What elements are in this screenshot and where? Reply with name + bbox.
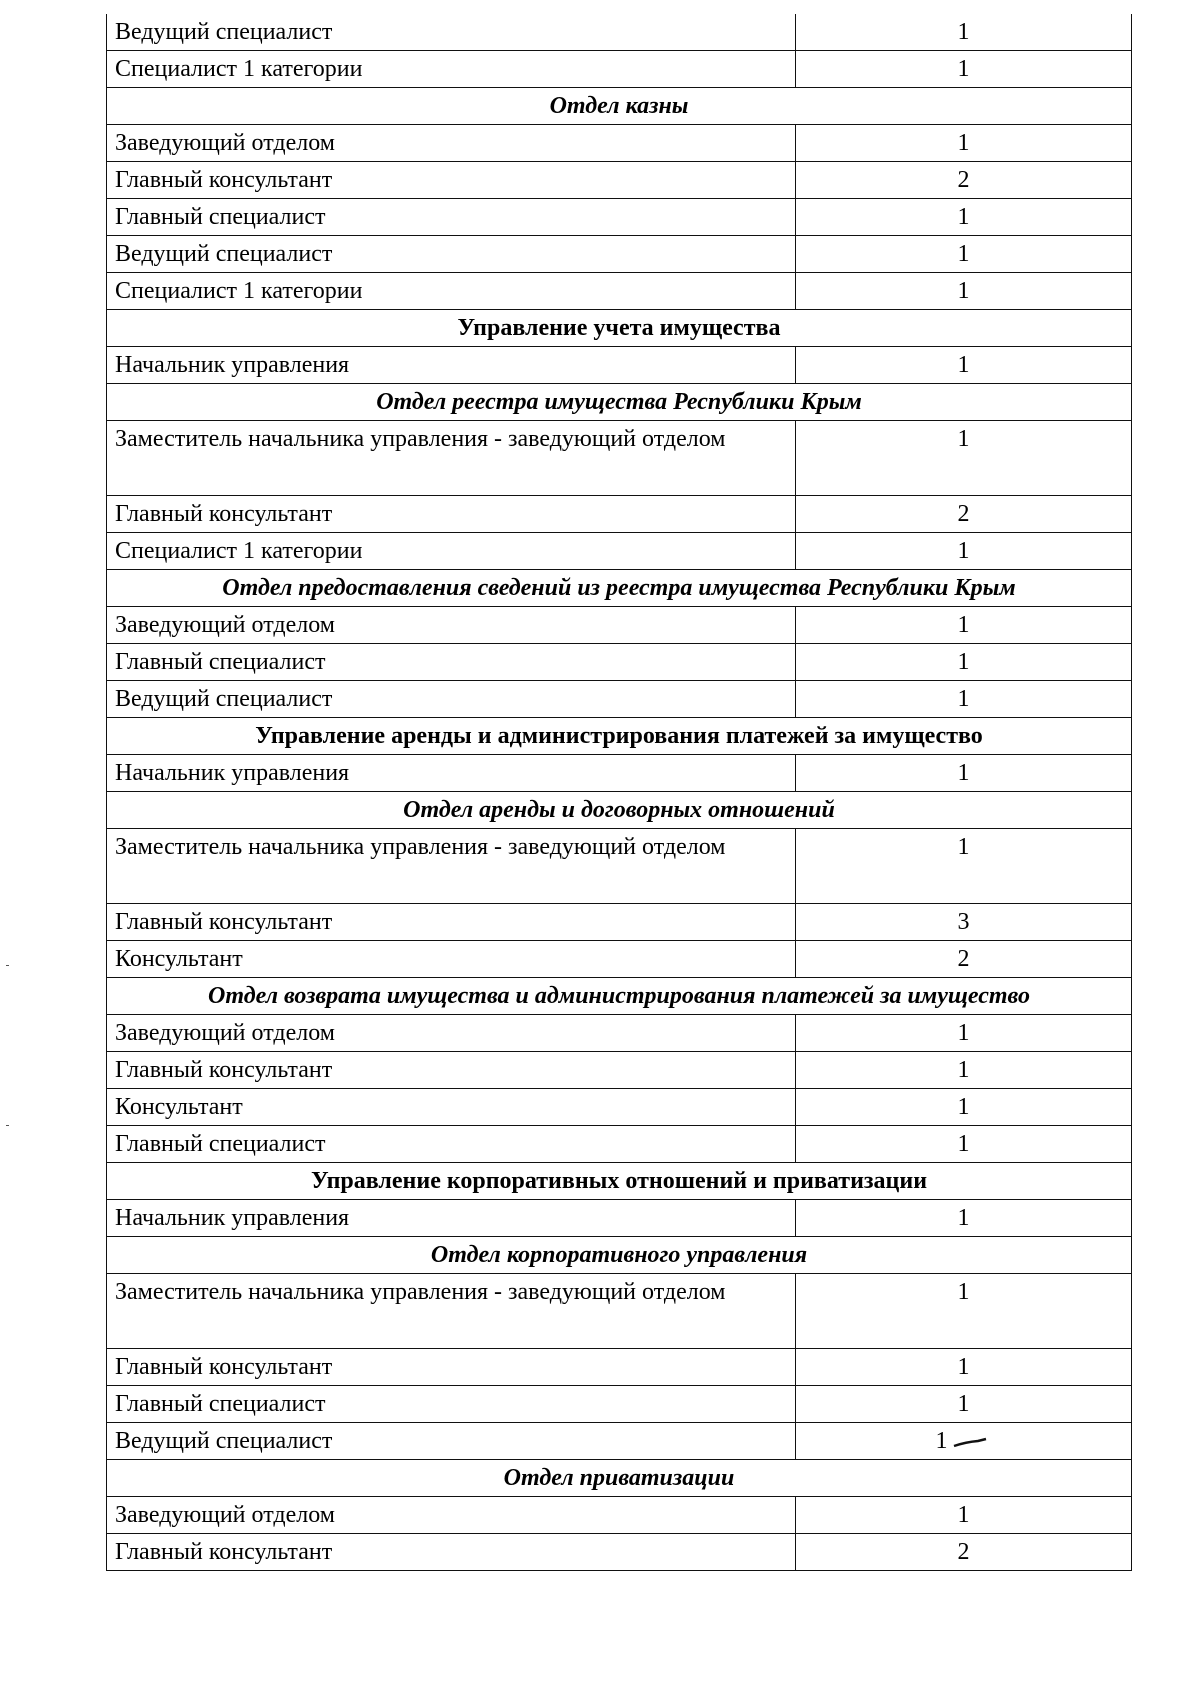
department-title: Отдел казны	[107, 88, 1132, 125]
table-row	[107, 236, 1132, 273]
table-row	[107, 533, 1132, 570]
count-value: 1	[957, 649, 970, 675]
directorate-header-row	[107, 310, 1132, 347]
position-cell: Специалист 1 категории	[107, 533, 796, 570]
pen-mark-icon	[952, 1436, 992, 1448]
table-row	[107, 1423, 1132, 1460]
position-cell: Главный специалист	[107, 1386, 796, 1423]
count-value: 1	[957, 1020, 970, 1046]
department-header-row	[107, 570, 1132, 607]
table-row	[107, 347, 1132, 384]
count-cell	[796, 1423, 1132, 1460]
count-cell	[796, 421, 1132, 496]
count-value: 1	[957, 130, 970, 156]
count-cell	[796, 904, 1132, 941]
count-value: 3	[957, 909, 970, 935]
count-cell	[796, 125, 1132, 162]
count-cell	[796, 1386, 1132, 1423]
position-cell: Ведущий специалист	[107, 236, 796, 273]
count-value: 1	[957, 538, 970, 564]
count-value: 1	[957, 686, 970, 712]
count-cell	[796, 496, 1132, 533]
count-value: 1	[957, 56, 970, 82]
table-row	[107, 755, 1132, 792]
position-cell: Главный специалист	[107, 1126, 796, 1163]
position-cell: Главный консультант	[107, 1349, 796, 1386]
count-cell	[796, 607, 1132, 644]
position-cell: Ведущий специалист	[107, 681, 796, 718]
table-row	[107, 607, 1132, 644]
department-title: Отдел предоставления сведений из реестра имущества Республики Крым	[107, 570, 1132, 607]
count-cell	[796, 1497, 1132, 1534]
count-cell	[796, 199, 1132, 236]
table-row	[107, 904, 1132, 941]
table-row	[107, 1052, 1132, 1089]
position-cell: Специалист 1 категории	[107, 51, 796, 88]
directorate-title: Управление корпоративных отношений и приватизации	[107, 1163, 1132, 1200]
position-cell: Главный консультант	[107, 1534, 796, 1571]
table-row	[107, 1015, 1132, 1052]
count-cell	[796, 1349, 1132, 1386]
count-value: 1	[957, 1205, 970, 1231]
count-cell	[796, 236, 1132, 273]
count-cell	[796, 755, 1132, 792]
table-row	[107, 644, 1132, 681]
department-title: Отдел корпоративного управления	[107, 1237, 1132, 1274]
position-cell: Заместитель начальника управления - заведующий отделом	[107, 829, 796, 904]
department-title: Отдел реестра имущества Республики Крым	[107, 384, 1132, 421]
count-value: 1	[957, 1057, 970, 1083]
count-cell	[796, 14, 1132, 51]
count-value: 1	[957, 426, 970, 452]
table-row	[107, 125, 1132, 162]
position-cell: Заведующий отделом	[107, 607, 796, 644]
table-row	[107, 1089, 1132, 1126]
count-value: 2	[957, 167, 970, 193]
position-cell: Начальник управления	[107, 755, 796, 792]
count-cell	[796, 533, 1132, 570]
position-cell: Консультант	[107, 1089, 796, 1126]
directorate-title: Управление учета имущества	[107, 310, 1132, 347]
department-header-row	[107, 978, 1132, 1015]
count-value: 1	[957, 241, 970, 267]
staffing-table-body	[107, 14, 1132, 1571]
department-title: Отдел возврата имущества и администрирования платежей за имущество	[107, 978, 1132, 1015]
department-title: Отдел приватизации	[107, 1460, 1132, 1497]
position-cell: Ведущий специалист	[107, 14, 796, 51]
table-row	[107, 681, 1132, 718]
department-title: Отдел аренды и договорных отношений	[107, 792, 1132, 829]
count-cell	[796, 1274, 1132, 1349]
count-value: 1	[935, 1428, 948, 1454]
table-row	[107, 829, 1132, 904]
count-cell	[796, 1534, 1132, 1571]
count-value: 1	[957, 834, 970, 860]
position-cell: Консультант	[107, 941, 796, 978]
table-row	[107, 51, 1132, 88]
count-value: 1	[957, 1354, 970, 1380]
table-row	[107, 1274, 1132, 1349]
count-cell	[796, 1052, 1132, 1089]
table-row	[107, 496, 1132, 533]
department-header-row	[107, 88, 1132, 125]
count-cell	[796, 1015, 1132, 1052]
position-cell: Специалист 1 категории	[107, 273, 796, 310]
table-row	[107, 1349, 1132, 1386]
table-row	[107, 273, 1132, 310]
count-value: 1	[957, 278, 970, 304]
position-cell: Ведущий специалист	[107, 1423, 796, 1460]
count-cell	[796, 644, 1132, 681]
position-cell: Заведующий отделом	[107, 125, 796, 162]
position-cell: Главный консультант	[107, 162, 796, 199]
count-value: 1	[957, 1502, 970, 1528]
table-row	[107, 199, 1132, 236]
count-cell	[796, 51, 1132, 88]
directorate-header-row	[107, 718, 1132, 755]
position-cell: Начальник управления	[107, 347, 796, 384]
position-cell: Главный специалист	[107, 644, 796, 681]
position-cell: Главный специалист	[107, 199, 796, 236]
position-cell: Главный консультант	[107, 1052, 796, 1089]
count-value: 2	[957, 946, 970, 972]
department-header-row	[107, 384, 1132, 421]
count-cell	[796, 1126, 1132, 1163]
count-value: 1	[957, 19, 970, 45]
count-cell	[796, 681, 1132, 718]
margin-speck	[6, 1125, 9, 1126]
count-cell	[796, 941, 1132, 978]
count-cell	[796, 162, 1132, 199]
count-value: 1	[957, 612, 970, 638]
table-row	[107, 421, 1132, 496]
table-row	[107, 14, 1132, 51]
department-header-row	[107, 1460, 1132, 1497]
count-cell	[796, 829, 1132, 904]
count-cell	[796, 1089, 1132, 1126]
table-row	[107, 1497, 1132, 1534]
position-cell: Заведующий отделом	[107, 1497, 796, 1534]
table-row	[107, 941, 1132, 978]
table-row	[107, 162, 1132, 199]
position-cell: Заместитель начальника управления - заведующий отделом	[107, 1274, 796, 1349]
staffing-table	[106, 14, 1132, 1571]
count-cell	[796, 1200, 1132, 1237]
count-value: 1	[957, 1279, 970, 1305]
count-value: 1	[957, 1131, 970, 1157]
table-row	[107, 1386, 1132, 1423]
count-value: 2	[957, 1539, 970, 1565]
position-cell: Начальник управления	[107, 1200, 796, 1237]
position-cell: Главный консультант	[107, 904, 796, 941]
count-value: 1	[957, 1094, 970, 1120]
position-cell: Заведующий отделом	[107, 1015, 796, 1052]
table-row	[107, 1126, 1132, 1163]
table-row	[107, 1200, 1132, 1237]
count-value: 1	[957, 204, 970, 230]
position-cell: Главный консультант	[107, 496, 796, 533]
department-header-row	[107, 792, 1132, 829]
count-value: 2	[957, 501, 970, 527]
count-cell	[796, 347, 1132, 384]
count-cell	[796, 273, 1132, 310]
directorate-title: Управление аренды и администрирования платежей за имущество	[107, 718, 1132, 755]
count-value: 1	[957, 760, 970, 786]
count-value: 1	[957, 1391, 970, 1417]
count-value: 1	[957, 352, 970, 378]
department-header-row	[107, 1237, 1132, 1274]
table-row	[107, 1534, 1132, 1571]
margin-speck	[6, 965, 9, 966]
position-cell: Заместитель начальника управления - заведующий отделом	[107, 421, 796, 496]
directorate-header-row	[107, 1163, 1132, 1200]
